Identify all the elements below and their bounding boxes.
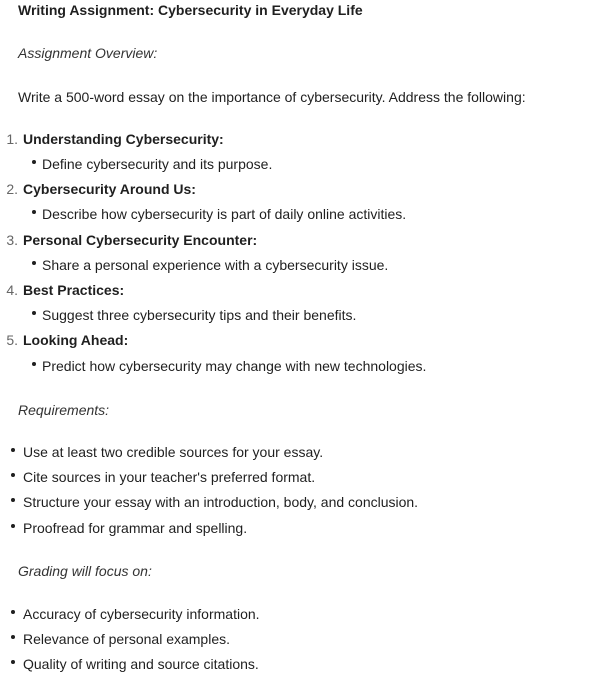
topic-detail-text: Share a personal experience with a cybersecurity issue. (42, 257, 389, 273)
topic-detail-1 (30, 155, 272, 173)
topic-detail-2 (30, 205, 406, 223)
requirement-text: Structure your essay with an introduction, body, and conclusion. (23, 494, 419, 510)
topic-label: Understanding Cybersecurity: (23, 131, 224, 147)
requirement-text: Use at least two credible sources for your essay. (23, 444, 324, 460)
bullet-icon (32, 210, 36, 214)
topic-detail-text: Predict how cybersecurity may change with new technologies. (42, 358, 427, 374)
bullet-icon (32, 261, 36, 265)
requirements-heading: Requirements: (18, 402, 110, 418)
grading-text: Accuracy of cybersecurity information. (23, 606, 260, 622)
topic-label: Personal Cybersecurity Encounter: (23, 232, 258, 248)
grading-text: Quality of writing and source citations. (23, 656, 259, 672)
topic-number: 2. (6, 181, 18, 197)
grading-item (11, 605, 260, 623)
bullet-icon (11, 660, 15, 664)
topic-item-5 (0, 331, 128, 349)
requirement-item (11, 519, 247, 537)
bullet-icon (32, 160, 36, 164)
overview-heading: Assignment Overview: (18, 45, 158, 61)
topic-item-3 (0, 231, 257, 249)
bullet-icon (11, 448, 15, 452)
topic-item-4 (0, 281, 124, 299)
bullet-icon (11, 635, 15, 639)
requirement-item (11, 443, 323, 461)
topic-label: Looking Ahead: (23, 332, 129, 348)
grading-heading: Grading will focus on: (18, 563, 152, 579)
bullet-icon (32, 311, 36, 315)
topic-detail-4 (30, 306, 356, 324)
bullet-icon (11, 498, 15, 502)
topic-detail-text: Describe how cybersecurity is part of daily online activities. (42, 206, 407, 222)
topic-detail-text: Define cybersecurity and its purpose. (42, 156, 273, 172)
topic-number: 5. (6, 332, 18, 348)
document-title: Writing Assignment: Cybersecurity in Everyday Life (18, 2, 363, 18)
topic-detail-3 (30, 256, 388, 274)
bullet-icon (11, 610, 15, 614)
intro-paragraph: Write a 500-word essay on the importance of cybersecurity. Address the following: (18, 89, 526, 105)
topic-label: Best Practices: (23, 282, 125, 298)
bullet-icon (11, 524, 15, 528)
bullet-icon (11, 473, 15, 477)
requirement-item (11, 493, 418, 511)
grading-item (11, 655, 259, 673)
topic-number: 3. (6, 232, 18, 248)
bullet-icon (32, 362, 36, 366)
topic-detail-5 (30, 357, 426, 375)
topic-item-2 (0, 180, 196, 198)
topic-number: 1. (6, 131, 18, 147)
requirement-item (11, 468, 315, 486)
requirement-text: Proofread for grammar and spelling. (23, 520, 248, 536)
topic-label: Cybersecurity Around Us: (23, 181, 196, 197)
grading-text: Relevance of personal examples. (23, 631, 231, 647)
topic-detail-text: Suggest three cybersecurity tips and their benefits. (42, 307, 357, 323)
topic-item-1 (0, 130, 224, 148)
requirement-text: Cite sources in your teacher's preferred format. (23, 469, 316, 485)
topic-number: 4. (6, 282, 18, 298)
grading-item (11, 630, 230, 648)
